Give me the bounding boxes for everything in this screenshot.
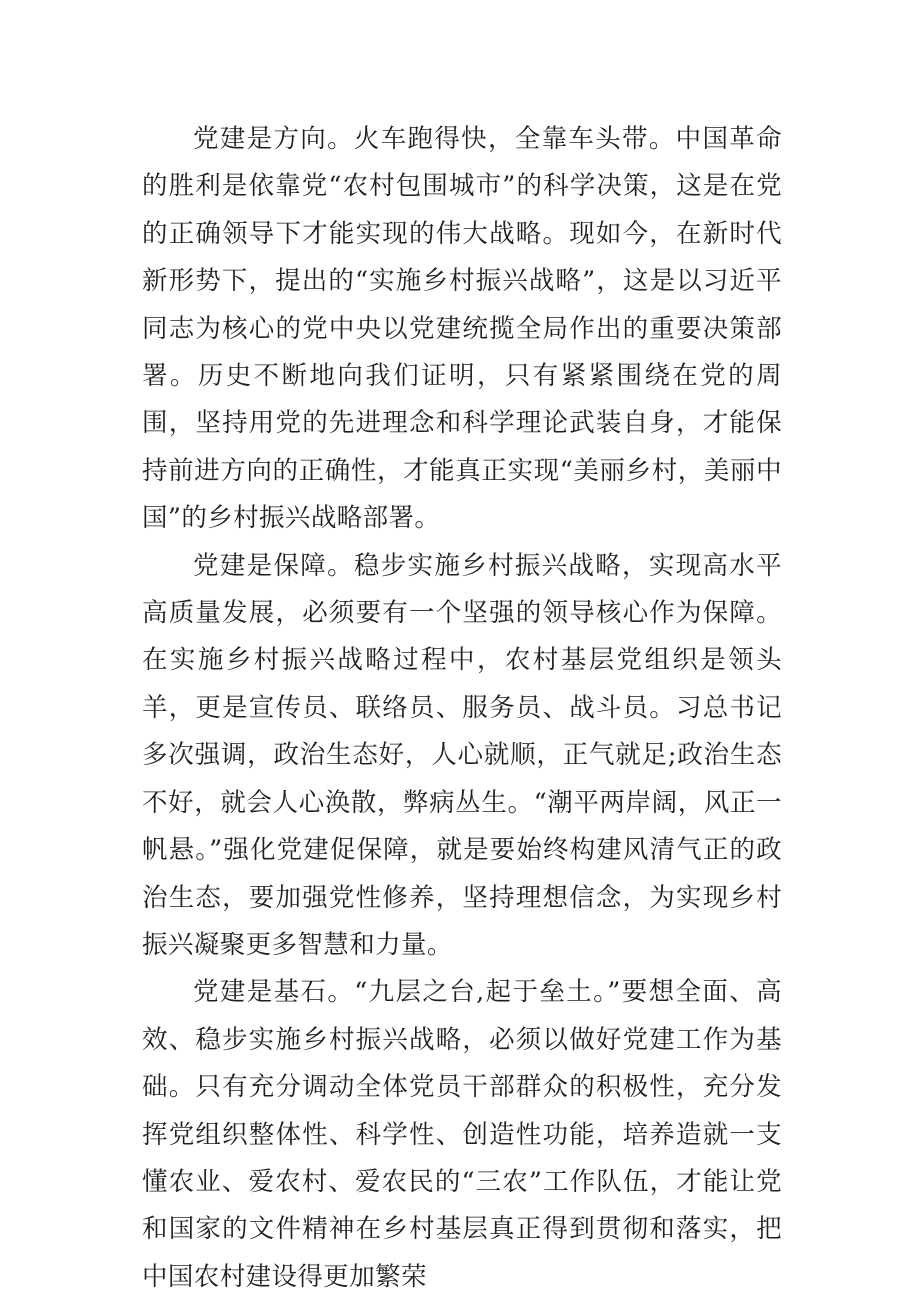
paragraph-guarantee: 党建是保障。稳步实施乡村振兴战略，实现高水平高质量发展，必须要有一个坚强的领导核心作为保障。在实施乡村振兴战略过程中，农村基层党组织是领头羊，更是宣传员、联络员、服务员、战斗员。习总书记多次强调，政治生态好，人心就顺，正气就足;政治生态不好，就会人心涣散，弊病丛生。“潮平两岸阔，风正一帆悬。”强化党建促保障，就是要始终构建风清气正的政治生态，要加强党性修养，坚持理想信念，为实现乡村振兴凝聚更多智慧和力量。 (142, 550, 782, 960)
paragraph-direction: 党建是方向。火车跑得快，全靠车头带。中国革命的胜利是依靠党“农村包围城市”的科学决策，这是在党的正确领导下才能实现的伟大战略。现如今，在新时代新形势下，提出的“实施乡村振兴战略”，这是以习近平同志为核心的党中央以党建统揽全局作出的重要决策部署。历史不断地向我们证明，只有紧紧围绕在党的周围，坚持用党的先进理念和科学理论武装自身，才能保持前进方向的正确性，才能真正实现“美丽乡村，美丽中国”的乡村振兴战略部署。 (142, 124, 782, 534)
document-body (142, 116, 782, 1301)
paragraph-foundation: 党建是基石。“九层之台,起于垒土。”要想全面、高效、稳步实施乡村振兴战略，必须以做好党建工作为基础。只有充分调动全体党员干部群众的积极性，充分发挥党组织整体性、科学性、创造性功能，培养造就一支懂农业、爱农村、爱农民的“三农”工作队伍，才能让党和国家的文件精神在乡村基层真正得到贯彻和落实，把中国农村建设得更加繁荣 (142, 977, 782, 1292)
